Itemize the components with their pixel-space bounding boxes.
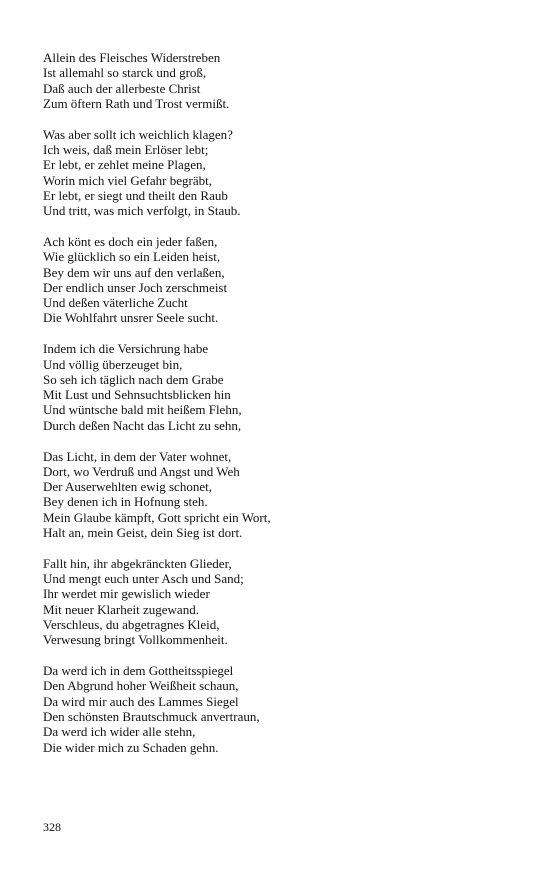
poem-line: Durch deßen Nacht das Licht zu sehn, [43,417,242,433]
poem-line: So seh ich täglich nach dem Grabe [43,371,224,387]
stanza [43,449,523,541]
poem-line: Da wird mir auch des Lammes Siegel [43,693,239,709]
stanza [43,663,523,755]
poem-line: Mein Glaube kämpft, Gott spricht ein Wort, [43,509,271,525]
poem-line: Und tritt, was mich verfolgt, in Staub. [43,203,241,219]
poem-line: Ich weis, daß mein Erlöser lebt; [43,141,209,157]
poem-line: Und völlig überzeuget bin, [43,356,183,372]
poem-line: Wie glücklich so ein Leiden heist, [43,249,221,265]
poem-line: Mit neuer Klarheit zugewand. [43,601,199,617]
poem-line: Ach könt es doch ein jeder faßen, [43,233,218,249]
poem-line: Ihr werdet mir gewislich wieder [43,586,210,602]
poem-line: Bey denen ich in Hofnung steh. [43,494,208,510]
poem-line: Was aber sollt ich weichlich klagen? [43,126,233,142]
poem-line: Ist allemahl so starck und groß, [43,65,207,81]
poem-line: Die wider mich zu Schaden gehn. [43,739,219,755]
poem-line: Der Auserwehlten ewig schonet, [43,479,212,495]
poem-line: Und wüntsche bald mit heißem Flehn, [43,402,242,418]
poem-line: Er lebt, er zehlet meine Plagen, [43,157,206,173]
poem-line: Bey dem wir uns auf den verlaßen, [43,264,225,280]
poem-line: Verwesung bringt Vollkommenheit. [43,632,228,648]
page-number: 328 [43,820,61,834]
poem-line: Den schönsten Brautschmuck anvertraun, [43,708,260,724]
poem-line: Indem ich die Versichrung habe [43,341,209,357]
stanza [43,127,523,219]
poem-line: Der endlich unser Joch zerschmeist [43,279,228,295]
poem-line: Verschleus, du abgetragnes Kleid, [43,617,220,632]
stanza [43,50,523,111]
poem-page [43,50,523,770]
poem-line: Fallt hin, ihr abgekränckten Glieder, [43,555,232,571]
poem-line: Mit Lust und Sehnsuchtsblicken hin [43,387,231,403]
poem-line: Den Abgrund hoher Weißheit schaun, [43,678,239,694]
poem-line: Das Licht, in dem der Vater wohnet, [43,448,232,464]
poem-line: Da werd ich in dem Gottheitsspiegel [43,663,234,679]
poem-line: Er lebt, er siegt und theilt den Raub [43,187,228,203]
stanza [43,556,523,648]
poem-line: Und deßen väterliche Zucht [43,295,188,311]
poem-line: Halt an, mein Geist, dein Sieg ist dort. [43,525,243,541]
poem-line: Und mengt euch unter Asch und Sand; [43,571,244,587]
poem-line: Dort, wo Verdruß und Angst und Weh [43,463,240,479]
stanza [43,341,523,433]
stanza [43,234,523,326]
poem-line: Worin mich viel Gefahr begräbt, [43,172,212,188]
poem-line: Zum öftern Rath und Trost vermißt. [43,95,230,111]
poem-line: Allein des Fleisches Widerstreben [43,50,221,65]
poem-line: Da werd ich wider alle stehn, [43,724,196,740]
poem-line: Die Wohlfahrt unsrer Seele sucht. [43,310,219,326]
poem-line: Daß auch der allerbeste Christ [43,80,201,96]
